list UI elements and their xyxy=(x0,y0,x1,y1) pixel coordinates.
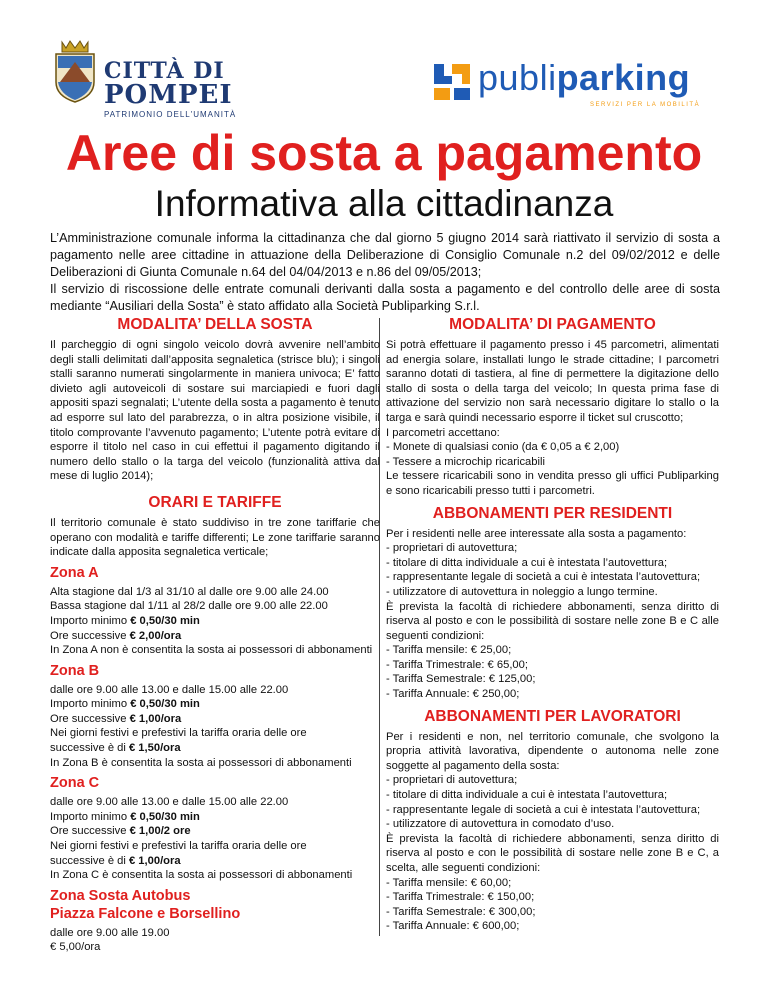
lavoratori-tariffa: - Tariffa Trimestrale: € 150,00; xyxy=(386,891,535,904)
section-title-pagamento: MODALITA’ DI PAGAMENTO xyxy=(449,316,656,333)
spacer xyxy=(50,484,380,492)
zone-c-festivi xyxy=(50,854,380,869)
city-line3: PATRIMONIO DELL'UMANITÀ xyxy=(104,110,237,119)
brand-part-a: publi xyxy=(478,57,557,98)
zone-b-note: In Zona B è consentita la sosta ai possessori di abbonamenti xyxy=(50,756,352,769)
page-subtitle: Informativa alla cittadinanza xyxy=(154,183,614,224)
pagamento-line: I parcometri accettano: xyxy=(386,426,500,439)
pagamento-text: Si potrà effettuare il pagamento presso i 45 parcometri, alimentati ad energia solare, installati lungo le strade cittadine; I parcometri saranno dotati di tastiera, al fine di permettere la digitazione dello stallo di sosta o della targa del veicolo; In questa prima fase di attivazione del servizio non sarà necessario digitare lo stallo o la targa e sarà quindi necessario esporre il ticket sul cruscotto; xyxy=(386,339,719,424)
section-title-lavoratori: ABBONAMENTI PER LAVORATORI xyxy=(424,707,681,725)
price: € 1,00/ora xyxy=(128,854,181,867)
label: successive è di xyxy=(50,854,129,867)
residenti-line: Per i residenti nelle aree interessate alla sosta a pagamento: xyxy=(386,527,687,540)
lavoratori-line: - proprietari di autovettura; xyxy=(386,774,518,787)
zone-a-min xyxy=(50,614,380,629)
zone-a-note: In Zona A non è consentita la sosta ai possessori di abbonamenti xyxy=(50,644,373,657)
lavoratori-line: - utilizzatore di autovettura in comodato d’uso. xyxy=(386,818,615,831)
residenti-tariffa: - Tariffa Trimestrale: € 65,00; xyxy=(386,658,528,671)
brand-part-b: parking xyxy=(556,57,691,98)
header xyxy=(0,0,768,125)
bus-zone-title: Zona Sosta Autobus xyxy=(50,887,191,904)
price: € 0,50/30 min xyxy=(130,810,200,823)
publiparking-logo-icon xyxy=(432,62,472,102)
right-column xyxy=(386,314,719,934)
zone-c-min xyxy=(50,810,380,825)
price: € 0,50/30 min xyxy=(130,614,200,627)
zone-c-next xyxy=(50,824,380,839)
residenti-line: - rappresentante legale di società a cui è intestata l’autovettura; xyxy=(386,571,701,584)
lavoratori-tariffa: - Tariffa Semestrale: € 300,00; xyxy=(386,905,536,918)
zone-b-line: Nei giorni festivi e prefestivi la tariffa oraria delle ore xyxy=(50,727,307,740)
residenti-line: - proprietari di autovettura; xyxy=(386,542,518,555)
residenti-tariffa: - Tariffa mensile: € 25,00; xyxy=(386,644,512,657)
label: Importo minimo xyxy=(50,698,131,711)
pagamento-line: - Tessere a microchip ricaricabili xyxy=(386,455,545,468)
pagamento-line: - Monete di qualsiasi conio (da € 0,05 a € 2,00) xyxy=(386,441,620,454)
left-column xyxy=(50,314,380,955)
bus-zone-price: € 5,00/ora xyxy=(50,941,101,954)
sosta-text: Il parcheggio di ogni singolo veicolo dovrà avvenire nell’ambito degli stalli delimitati dall’apposita segnaletica (strisce blu); i singoli stalli saranno numerati singolarmente in maniera univoca; E’ fatto divieto agli autoveicoli di sostare sui marciapiedi e fuori dagli appositi spazi segnalati; L’utente della sosta a pagamento è tenuto ad esporre sul lato del parabrezza, o in altra posizione visibile, il titolo comprovante l’avvenuto pagamento; L’utente potrà evitare di esporre il titolo nel caso in cui effettui il pagamento digitando il numero dello stallo o la targa del veicolo (funzionalità attiva dal mese di luglio 2014); xyxy=(50,339,380,483)
price: € 1,00/ora xyxy=(129,712,182,725)
residenti-line: - titolare di ditta individuale a cui è intestata l’autovettura; xyxy=(386,556,668,569)
brand-tagline: SERVIZI PER LA MOBILITÀ xyxy=(590,102,701,108)
zone-b-line: dalle ore 9.00 alle 13.00 e dalle 15.00 alle 22.00 xyxy=(50,683,289,696)
orari-text: Il territorio comunale è stato suddiviso in tre zone tariffarie che operano con modalità e tariffe differenti; Le zone tariffarie saranno indicate dalla apposita segnaletica verticale; xyxy=(50,516,380,559)
intro-paragraph-2: Il servizio di riscossione delle entrate comunali derivanti dalla sosta a pagamento e del controllo delle aree di sosta mediante “Ausiliari della Sosta” è stato affidato alla Società Publiparking S.r.l. xyxy=(50,282,720,313)
label: Ore successive xyxy=(50,712,130,725)
pagamento-tessere: Le tessere ricaricabili sono in vendita presso gli uffici Publiparking e sono ricaricabili presso tutti i parcometri. xyxy=(386,470,719,497)
city-line2: POMPEI xyxy=(104,80,233,110)
zone-b-min xyxy=(50,697,380,712)
label: Importo minimo xyxy=(50,810,131,823)
price: € 2,00/ora xyxy=(129,629,182,642)
zone-a-line: Alta stagione dal 1/3 al 31/10 al dalle ore 9.00 alle 24.00 xyxy=(50,585,329,598)
bus-zone-place: Piazza Falcone e Borsellino xyxy=(50,905,241,922)
intro-paragraph-1: L’Amministrazione comunale informa la cittadinanza che dal giorno 5 giugno 2014 sarà riattivato il servizio di sosta a pagamento nelle aree cittadine in attuazione della Deliberazione di Consiglio Comunale n.2 del 09/02/2012 e delle Deliberazioni di Giunta Comunale n.64 del 04/04/2013 e n.86 del 09/05/2013; xyxy=(50,231,720,279)
lavoratori-line: - rappresentante legale di società a cui è intestata l’autovettura; xyxy=(386,803,701,816)
residenti-tariffa: - Tariffa Annuale: € 250,00; xyxy=(386,688,520,701)
lavoratori-text2: È prevista la facoltà di richiedere abbonamenti, senza diritto di riserva al posto e con le possibilità di sostare nelle zone B e C, a scelta, alle seguenti condizioni: xyxy=(386,832,719,874)
price: € 1,00/2 ore xyxy=(129,825,191,838)
zone-b-festivi xyxy=(50,741,380,756)
city-crest-icon xyxy=(50,38,100,104)
price: € 0,50/30 min xyxy=(130,698,200,711)
city-line1: CITTÀ DI xyxy=(104,58,225,84)
intro-text xyxy=(50,230,720,315)
zone-c-note: In Zona C è consentita la sosta ai possessori di abbonamenti xyxy=(50,869,353,882)
zone-a-line: Bassa stagione dal 1/11 al 28/2 dalle ore 9.00 alle 22.00 xyxy=(50,600,328,613)
residenti-tariffa: - Tariffa Semestrale: € 125,00; xyxy=(386,673,536,686)
zone-c-line: Nei giorni festivi e prefestivi la tariffa oraria delle ore xyxy=(50,840,307,853)
label: Ore successive xyxy=(50,825,130,838)
lavoratori-line: - titolare di ditta individuale a cui è intestata l’autovettura; xyxy=(386,789,668,802)
section-title-orari: ORARI E TARIFFE xyxy=(148,493,282,511)
label: Importo minimo xyxy=(50,614,131,627)
lavoratori-text: Per i residenti e non, nel territorio comunale, che svolgono la propria attività lavorativa, dipendente o autonoma nelle zone soggette al pagamento della sosta: xyxy=(386,730,719,772)
publiparking-wordmark xyxy=(478,58,690,98)
zone-b-next xyxy=(50,712,380,727)
price: € 1,50/ora xyxy=(128,742,181,755)
zone-b-title: Zona B xyxy=(50,662,100,679)
zone-a-title: Zona A xyxy=(50,564,99,581)
city-logo xyxy=(104,60,236,119)
lavoratori-tariffa: - Tariffa Annuale: € 600,00; xyxy=(386,920,520,933)
label: Ore successive xyxy=(50,629,130,642)
zone-c-line: dalle ore 9.00 alle 13.00 e dalle 15.00 alle 22.00 xyxy=(50,796,289,809)
zone-a-next xyxy=(50,629,380,644)
section-title-residenti: ABBONAMENTI PER RESIDENTI xyxy=(432,504,673,522)
page-title: Aree di sosta a pagamento xyxy=(65,125,703,181)
label: successive è di xyxy=(50,742,129,755)
zone-c-title: Zona C xyxy=(50,775,100,792)
section-title-sosta: MODALITA’ DELLA SOSTA xyxy=(117,316,313,333)
lavoratori-tariffa: - Tariffa mensile: € 60,00; xyxy=(386,876,512,889)
residenti-text: È prevista la facoltà di richiedere abbonamenti, senza diritto di riserva al posto e con le possibilità di sostare nelle zone B e C alle seguenti condizioni: xyxy=(386,600,719,642)
bus-zone-hours: dalle ore 9.00 alle 19.00 xyxy=(50,926,170,939)
residenti-line: - utilizzatore di autovettura in noleggio a lungo termine. xyxy=(386,585,658,598)
